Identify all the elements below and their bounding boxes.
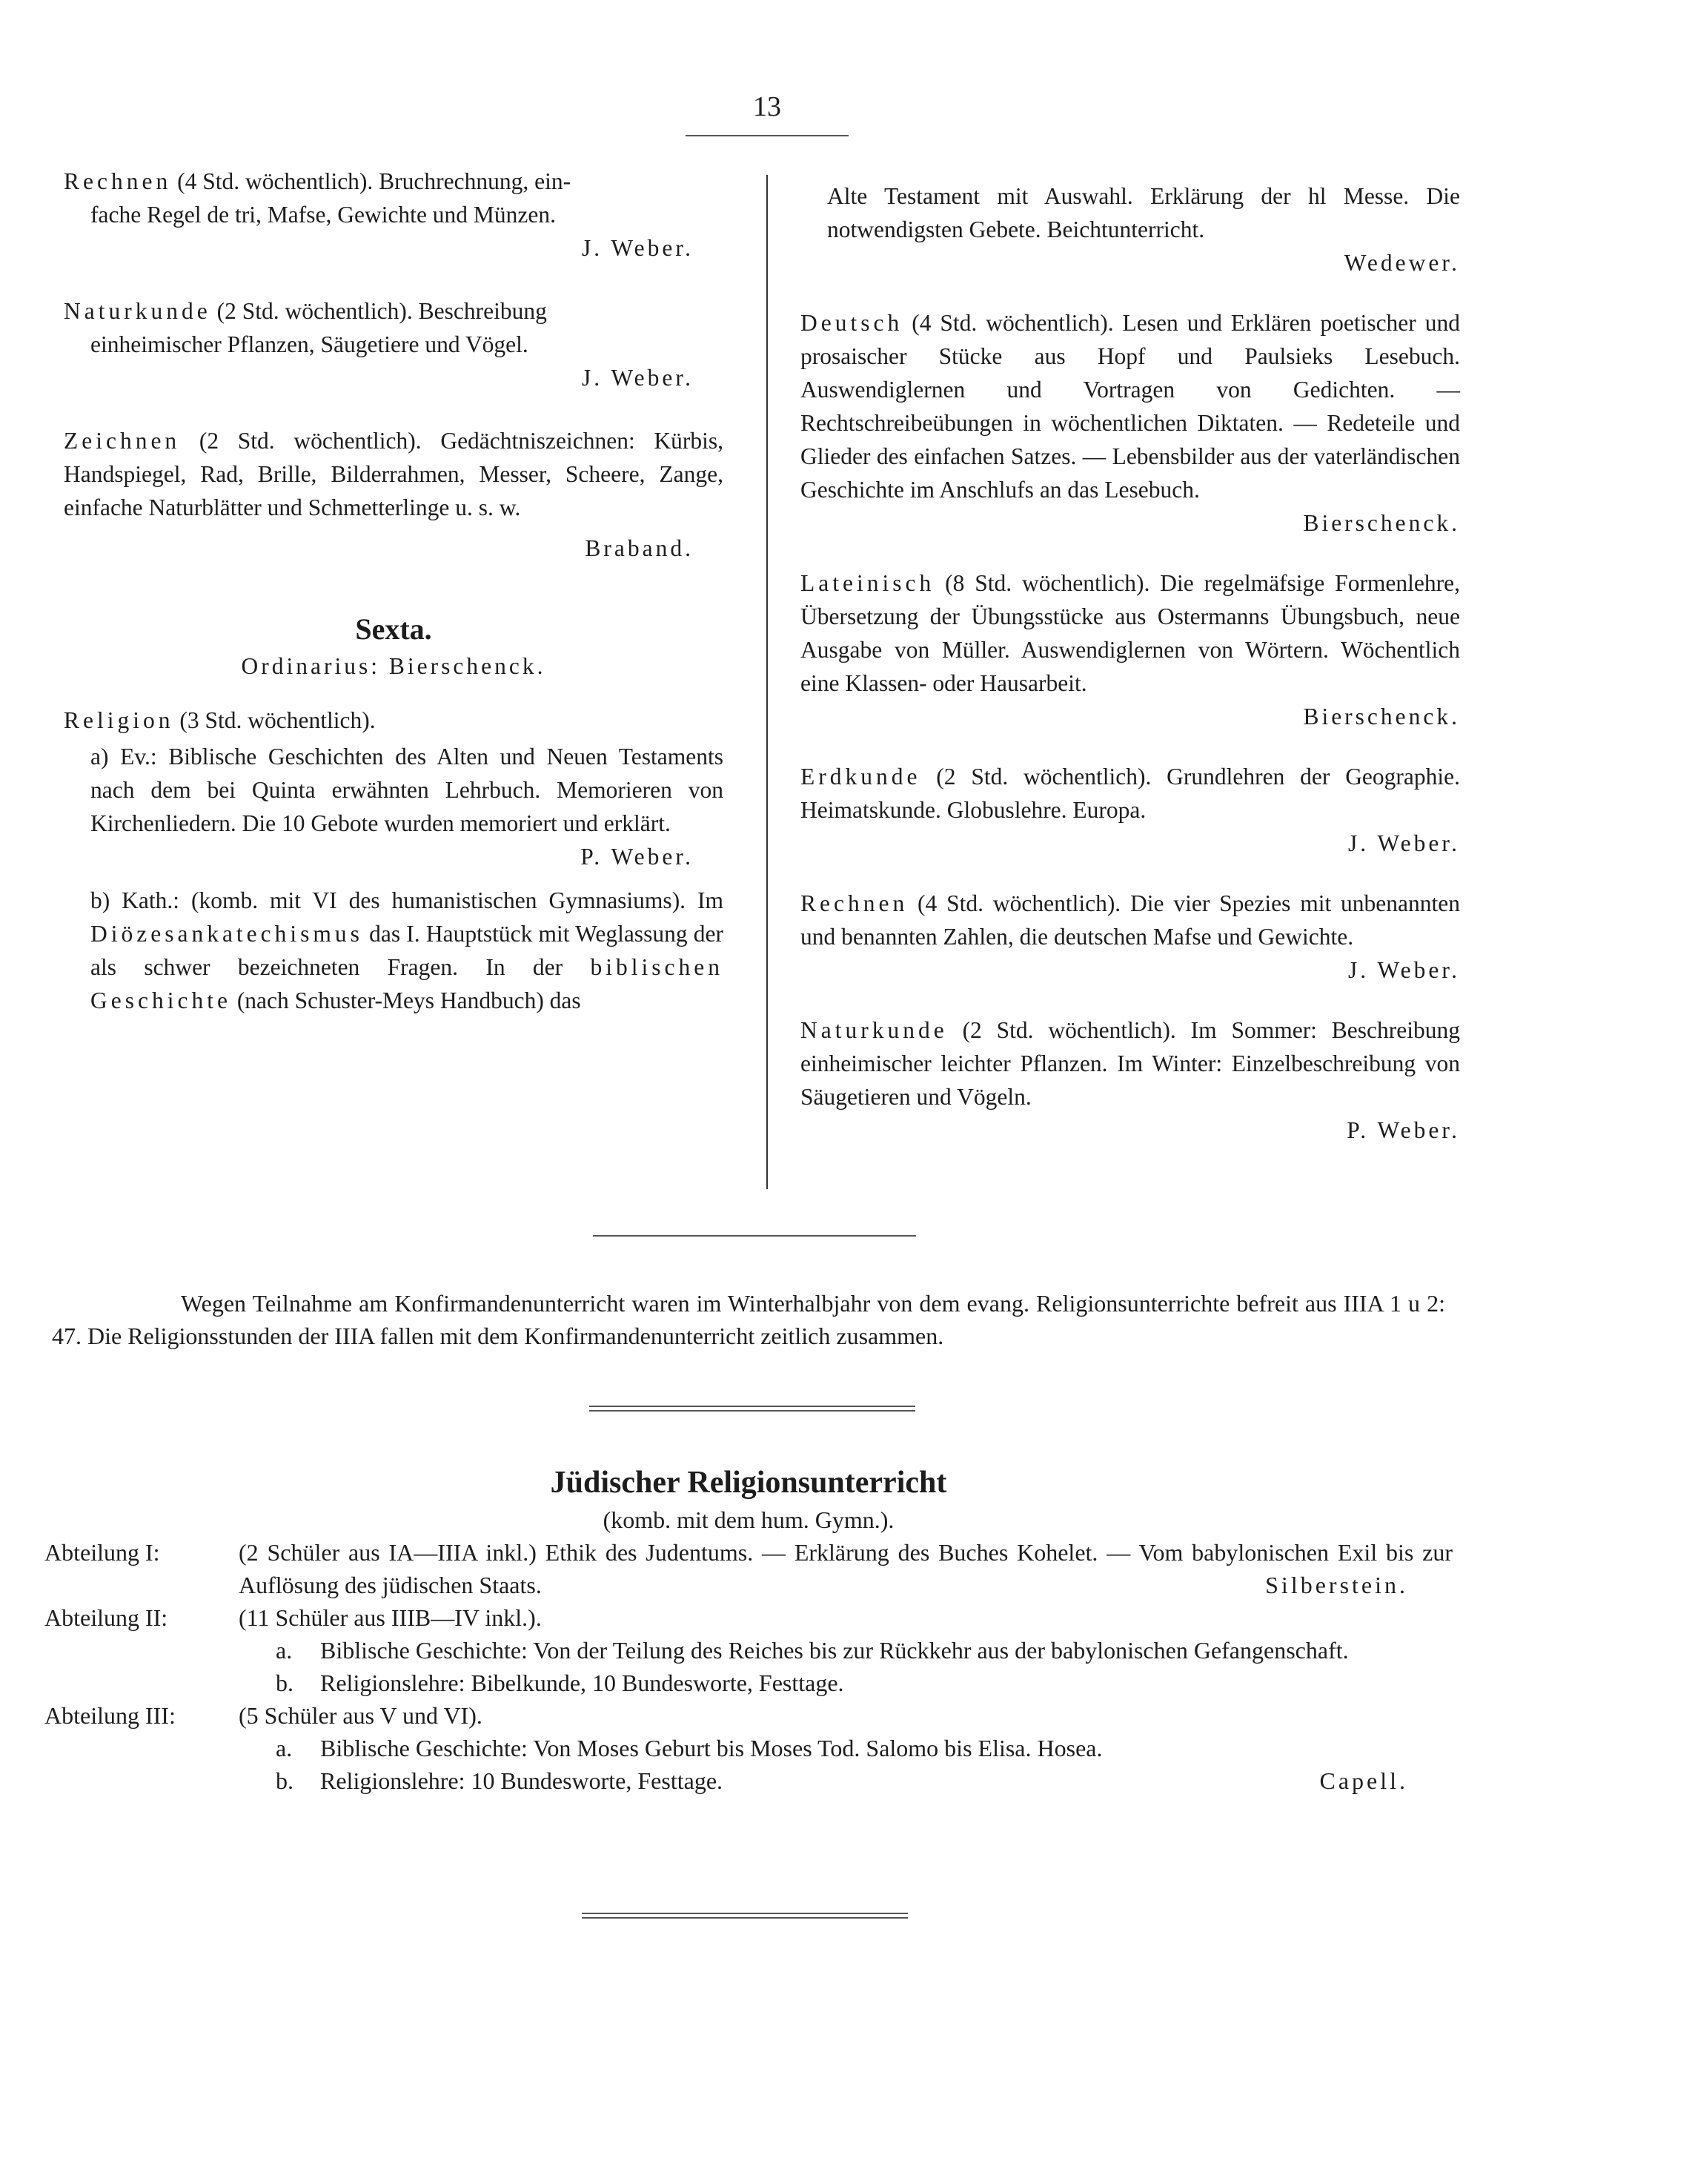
teacher-signature: J. Weber. (1348, 957, 1460, 983)
teacher-signature: Braband. (585, 535, 694, 561)
item-text: Religionslehre: 10 Bundesworte, Festtage. (320, 1767, 723, 1794)
item-marker: a. (276, 1735, 293, 1761)
subject-lateinisch (800, 566, 1460, 733)
subject-title: Rechnen (800, 890, 909, 916)
subject-zeichnen (64, 424, 723, 565)
note-text: Wegen Teilnahme am Konfirmandenunterricht waren im Winterhalbjahr von dem evang. Religionsunterrichte befreit aus IIIA 1 u 2: 47. Die Religionsstunden der IIIA fallen mit dem Konfirmandenunterricht zeitlich zusammen. (52, 1290, 1445, 1349)
subject-text: Alte Testament mit Auswahl. Erklärung der hl Messe. Die notwendigsten Gebete. Beichtunterricht. (827, 183, 1460, 242)
item-marker: a. (276, 1637, 293, 1664)
subject-text: (3 Std. wöchentlich). (173, 707, 376, 733)
teacher-signature: Capell. (1319, 1767, 1408, 1794)
subject-title: Religion (64, 707, 174, 733)
juedischer-religionsunterricht (44, 1462, 1453, 1797)
konfirmanden-note (52, 1287, 1445, 1352)
subject-naturkunde-quinta (64, 294, 723, 394)
subject-text: (4 Std. wöchentlich). Bruchrechnung, ein- (171, 168, 571, 194)
religion-kath-text: (komb. mit VI des humanistischen Gymnasiums). Im (179, 887, 723, 913)
subject-text: (4 Std. wöchentlich). Lesen und Erklären poetischer und prosaischer Stücke aus Hopf und Paulsieks Lesebuch. Auswendiglernen und Vortragen von Gedichten. — Rechtschreibeübungen in wöchentlichen Diktaten. — Redeteile und Glieder des einfachen Satzes. — Lebensbilder aus der vaterländischen Geschichte im Anschlufs an das Lesebuch. (800, 310, 1460, 503)
subject-text: (2 Std. wöchentlich). Gedächtniszeichnen: Kürbis, Handspiegel, Rad, Brille, Bilderrahmen, Messer, Scheere, Zange, einfache Naturblätter und Schmetterlinge u. s. w. (64, 428, 723, 520)
subject-rechnen-quinta (64, 165, 723, 265)
subject-rechnen-sexta (800, 887, 1460, 987)
teacher-signature: Silberstein. (1265, 1572, 1408, 1598)
subject-erdkunde (800, 760, 1460, 860)
abteilung-3 (44, 1699, 1453, 1732)
religion-kath-label: b) Kath.: (90, 887, 180, 913)
section-subheading: (komb. mit dem hum. Gymn.). (603, 1506, 895, 1533)
subject-title: Deutsch (800, 310, 903, 336)
religion-ev-label: a) Ev.: (90, 744, 157, 770)
subject-title: Zeichnen (64, 428, 181, 454)
right-column (800, 179, 1460, 1174)
abteilung-2 (44, 1601, 1453, 1634)
abteilung-2-item-a (44, 1634, 1453, 1667)
item-text: Religionslehre: Bibelkunde, 10 Bundesworte, Festtage. (320, 1670, 844, 1696)
header-rule (686, 135, 849, 136)
abteilung-text: (2 Schüler aus IA—IIIA inkl.) Ethik des Judentums. — Erklärung des Buches Kohelet. — Vom babylonischen Exil bis zur Auflösung des jüdischen Staats. (239, 1539, 1453, 1598)
subject-title: Rechnen (64, 168, 172, 194)
religion-ev-text: Biblische Geschichten des Alten und Neuen Testaments nach dem bei Quinta erwähnten Lehrbuch. Memorieren von Kirchenliedern. Die 10 Gebote wurden memoriert und erklärt. (90, 744, 723, 836)
item-text: Biblische Geschichte: Von Moses Geburt bis Moses Tod. Salomo bis Elisa. Hosea. (320, 1735, 1103, 1761)
subject-text: (4 Std. wöchentlich). Die vier Spezies mit unbenannten und benannten Zahlen, die deutschen Mafse und Gewichte. (800, 890, 1460, 950)
left-column (64, 165, 723, 1017)
subject-title: Naturkunde (800, 1017, 948, 1043)
subject-deutsch (800, 306, 1460, 540)
column-divider (766, 175, 768, 1189)
religion-kath-text: das I. Hauptstück mit Weglassung der als schwer bezeichneten Fragen. In der (90, 921, 723, 980)
end-rule-double (582, 1913, 908, 1919)
abteilung-1 (44, 1536, 1453, 1601)
religion-kath-text: (nach Schuster-Meys Handbuch) das (230, 987, 581, 1013)
ordinarius: Ordinarius: Bierschenck. (241, 653, 546, 679)
abteilung-3-item-b (44, 1764, 1453, 1797)
subject-text: (2 Std. wöchentlich). Im Sommer: Beschreibung einheimischer leichter Pflanzen. Im Winter: Einzelbeschreibung von Säugetieren und Vögeln. (800, 1017, 1460, 1110)
religion-kath-em: biblischen Geschichte (90, 954, 723, 1013)
abteilung-label: Abteilung II: (44, 1604, 168, 1631)
religion-continued (800, 179, 1460, 279)
abteilung-3-item-a (44, 1732, 1453, 1764)
teacher-signature: J. Weber. (582, 365, 694, 391)
page-number: 13 (753, 91, 781, 122)
teacher-signature: Bierschenck. (1303, 510, 1460, 536)
subject-title: Erdkunde (800, 764, 921, 790)
subject-text: (2 Std. wöchentlich). Beschreibung (210, 298, 547, 324)
teacher-signature: P. Weber. (1347, 1117, 1460, 1143)
item-marker: b. (276, 1767, 293, 1794)
subject-religion-sexta (64, 704, 723, 1017)
subject-text-cont: einheimischer Pflanzen, Säugetiere und Vögel. (90, 331, 528, 357)
teacher-signature: Bierschenck. (1303, 704, 1460, 729)
abteilung-label: Abteilung I: (44, 1539, 160, 1566)
abteilung-text: (11 Schüler aus IIIB—IV inkl.). (239, 1604, 542, 1631)
subject-naturkunde-sexta (800, 1013, 1460, 1147)
section-rule-double (589, 1406, 915, 1412)
item-marker: b. (276, 1670, 293, 1696)
subject-title: Lateinisch (800, 570, 935, 596)
abteilung-label: Abteilung III: (44, 1702, 176, 1729)
class-heading-sexta: Sexta. (355, 612, 432, 646)
teacher-signature: J. Weber. (582, 235, 694, 261)
section-rule (593, 1235, 916, 1237)
subject-text: (2 Std. wöchentlich). Grundlehren der Geographie. Heimatskunde. Globuslehre. Europa. (800, 764, 1460, 823)
item-text: Biblische Geschichte: Von der Teilung des Reiches bis zur Rückkehr aus der babylonischen Gefangenschaft. (320, 1637, 1349, 1664)
subject-title: Naturkunde (64, 298, 211, 324)
teacher-signature: J. Weber. (1348, 830, 1460, 856)
abteilung-2-item-b (44, 1667, 1453, 1699)
abteilung-text: (5 Schüler aus V und VI). (239, 1702, 482, 1729)
section-heading: Jüdischer Religionsunterricht (550, 1466, 947, 1500)
religion-kath-em: Diözesankatechismus (90, 921, 363, 947)
teacher-signature: P. Weber. (580, 844, 694, 870)
teacher-signature: Wedewer. (1344, 250, 1460, 276)
subject-text: (8 Std. wöchentlich). Die regelmäfsige Formenlehre, Übersetzung der Übungsstücke aus Ostermanns Übungsbuch, neue Ausgabe von Müller. Auswendiglernen von Wörtern. Wöchentlich eine Klassen- oder Hausarbeit. (800, 570, 1460, 696)
subject-text-cont: fache Regel de tri, Mafse, Gewichte und Münzen. (90, 202, 557, 228)
